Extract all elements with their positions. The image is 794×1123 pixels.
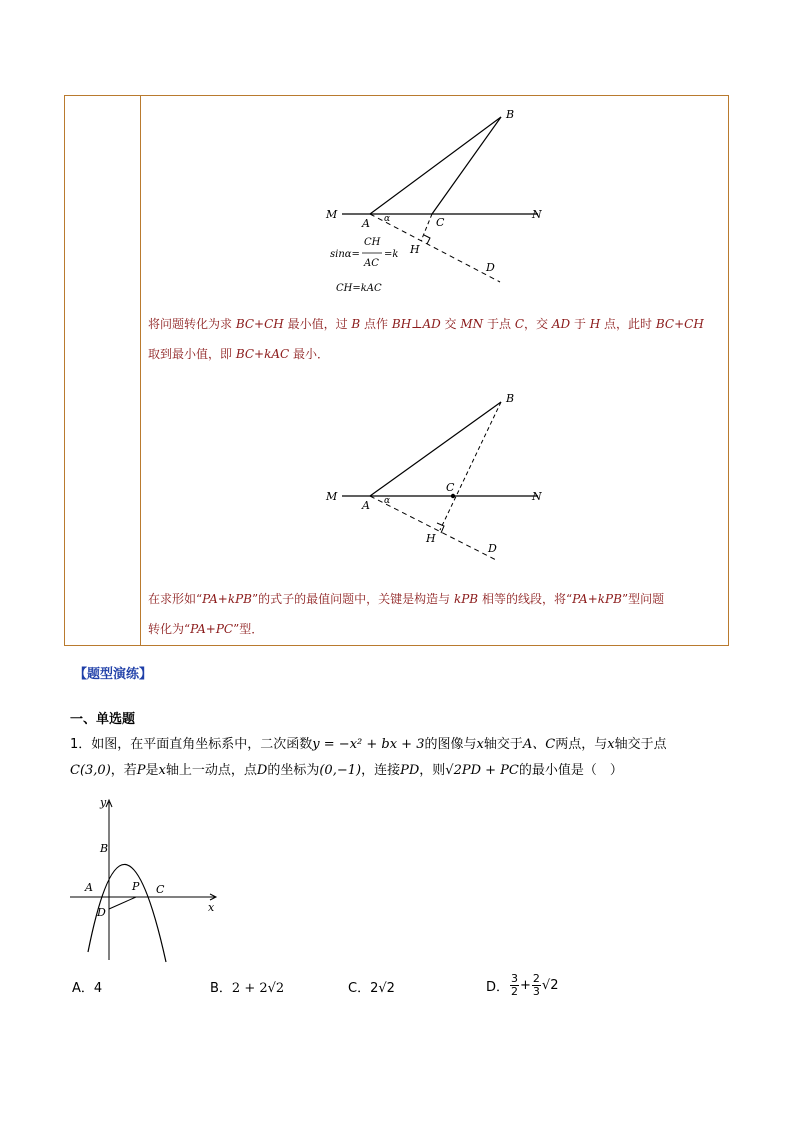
- figure-1-triangle: [320, 105, 550, 295]
- fraction-3-2: 3 2: [511, 971, 519, 998]
- segment-ab: [370, 117, 501, 214]
- segment-ch: [421, 214, 432, 241]
- section-title: 【题型演练】: [74, 667, 153, 682]
- label-d: D: [486, 261, 495, 274]
- label-b: B: [506, 392, 515, 405]
- paragraph-2: [148, 586, 728, 642]
- label-h: H: [410, 243, 420, 256]
- formula-line2: CH=kAC: [336, 283, 382, 294]
- parabola-graph: [62, 792, 232, 972]
- option-c[interactable]: C．2√2: [348, 981, 395, 996]
- option-d[interactable]: D． 3 2 + 2 3 √2: [486, 971, 559, 998]
- label-p: P: [132, 880, 140, 893]
- fraction-2-3: 2 3: [532, 971, 540, 998]
- paragraph-1: [148, 311, 728, 367]
- label-y: y: [100, 796, 107, 809]
- label-b: B: [506, 108, 515, 121]
- label-c: C: [156, 883, 165, 896]
- option-a[interactable]: A．4: [72, 981, 103, 996]
- formula-numerator: CH: [364, 237, 381, 248]
- question-1-line-2: C(3,0)，若P是x轴上一动点，点D的坐标为(0,−1)，连接PD，则√2PD + PC的最小值是（ ）: [70, 763, 623, 778]
- label-d: D: [488, 542, 497, 555]
- label-a: A: [362, 499, 370, 512]
- label-alpha: α: [384, 214, 391, 224]
- label-c: C: [436, 216, 445, 229]
- segment-ab: [370, 402, 501, 496]
- label-m: M: [326, 208, 338, 221]
- label-b: B: [100, 842, 109, 855]
- label-n: N: [532, 208, 542, 221]
- right-angle-mark: [424, 235, 430, 244]
- part-title: 一、单选题: [70, 712, 136, 727]
- formula-prefix: sinα=: [330, 249, 360, 260]
- label-a: A: [85, 881, 93, 894]
- paragraph-2-line-1: 在求形如“PA+kPB”的式子的最值问题中，关键是构造与 kPB 相等的线段，将“PA+kPB”型问题: [148, 592, 665, 606]
- paragraph-1-line-2: 取到最小值，即 BC+kAC 最小．: [148, 347, 330, 361]
- segment-bc: [432, 117, 501, 214]
- paragraph-1-line-1: 将问题转化为求 BC+CH 最小值，过 B 点作 BH⊥AD 交 MN 于点 C，交 AD 于 H 点，此时 BC+CH: [148, 317, 704, 331]
- label-c: C: [446, 481, 455, 494]
- paragraph-2-line-2: 转化为“PA+PC”型．: [148, 622, 264, 636]
- formula-suffix: =k: [384, 249, 399, 260]
- segment-bh: [440, 402, 501, 530]
- label-x: x: [208, 901, 215, 914]
- label-alpha: α: [384, 496, 391, 506]
- formula-denominator: AC: [364, 258, 379, 269]
- option-b[interactable]: B．2 + 2√2: [210, 981, 285, 996]
- ray-ad: [370, 214, 500, 282]
- label-m: M: [326, 490, 338, 503]
- question-1-line-1: 1．如图，在平面直角坐标系中，二次函数y = −x² + bx + 3的图像与x轴交于A、C两点，与x轴交于点: [70, 737, 667, 752]
- label-d: D: [97, 906, 106, 919]
- label-n: N: [532, 490, 542, 503]
- figure-2-triangle: [320, 388, 550, 560]
- question-1: [70, 734, 730, 782]
- label-h: H: [426, 532, 436, 545]
- box-divider: [140, 95, 141, 646]
- segment-pd: [109, 897, 136, 909]
- label-a: A: [362, 217, 370, 230]
- point-c: [451, 494, 455, 498]
